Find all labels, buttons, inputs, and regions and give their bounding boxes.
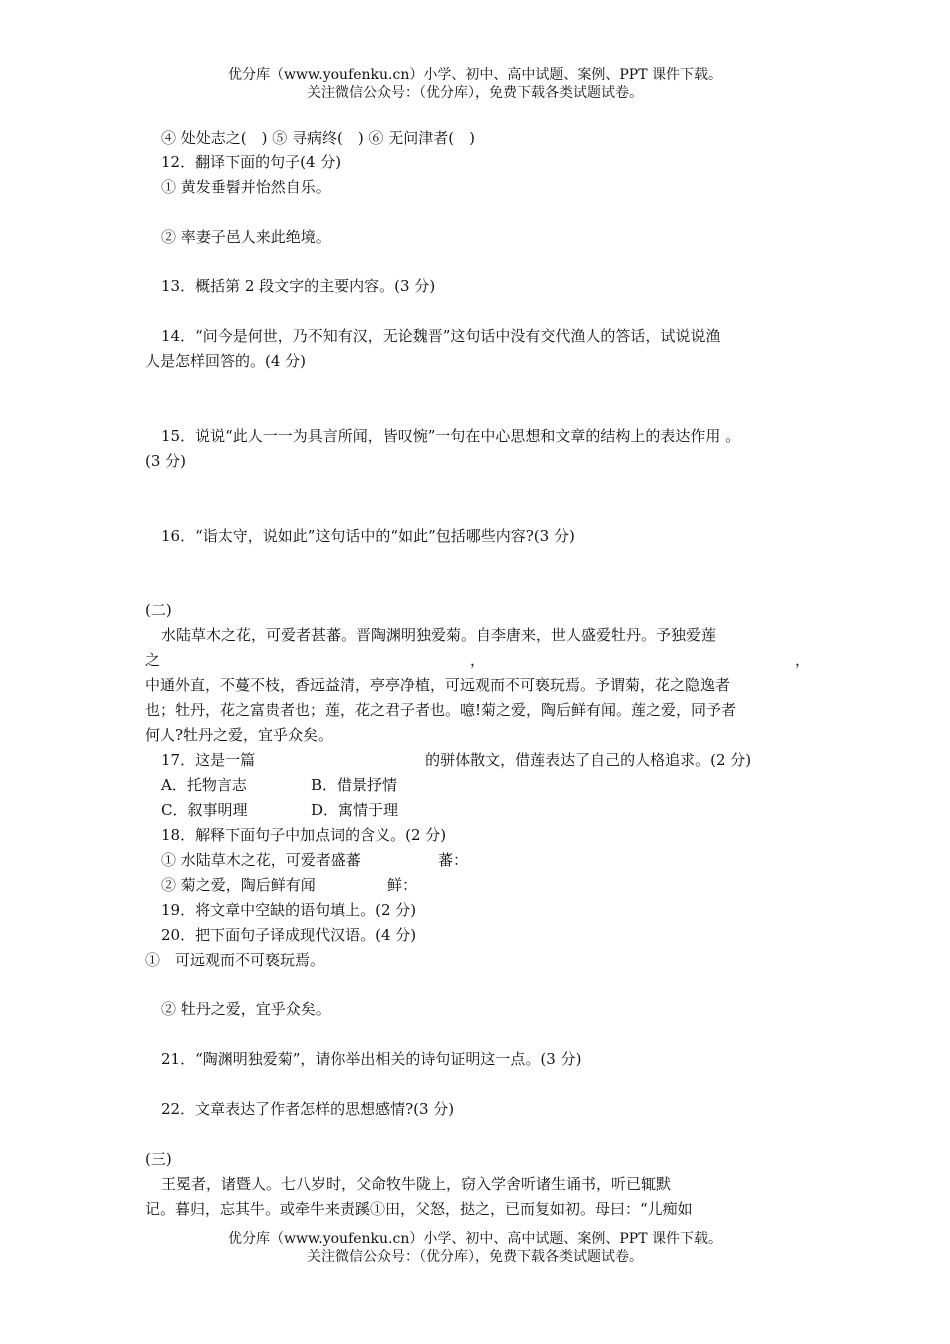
q17-options-row-1 — [161, 775, 397, 795]
passage2-line-3: 中通外直，不蔓不枝，香远益清，亭亭净植，可远观而不可亵玩焉。予谓菊，花之隐逸者 — [145, 676, 731, 694]
header-line-2: 关注微信公众号：（优分库），免费下载各类试题试卷。 — [307, 85, 643, 101]
footer-line-1: 优分库（www.youfenku.cn）小学、初中、高中试题、案例、PPT 课件下载。 — [227, 1231, 722, 1247]
q17-option-c: C．叙事明理 — [161, 801, 248, 819]
q14-prompt-line-1: 14．“问今是何世，乃不知有汉，无论魏晋”这句话中没有交代渔人的答话，试说说渔 — [161, 327, 721, 345]
q21-prompt: 21．“陶渊明独爱菊”，请你举出相关的诗句证明这一点。(3 分) — [161, 1050, 582, 1068]
q12-sentence-1: ① 黄发垂髫并怡然自乐。 — [161, 178, 331, 196]
passage2-line-5: 何人?牡丹之爱，宜乎众矣。 — [145, 726, 334, 744]
part2-heading: (二) — [145, 601, 172, 619]
passage2-line-2-start: 之 — [145, 651, 161, 669]
header-line-1: 优分库（www.youfenku.cn）小学、初中、高中试题、案例、PPT 课件下载。 — [227, 67, 722, 83]
passage2-line-4: 也；牡丹，花之富贵者也；莲，花之君子者也。噫!菊之爱，陶后鲜有闻。莲之爱，同予者 — [145, 701, 737, 719]
q18-word-2: 鲜： — [387, 876, 418, 894]
q15-prompt-line-1: 15．说说“此人一一为具言所闻，皆叹惋”一句在中心思想和文章的结构上的表达作用 。 — [161, 427, 741, 445]
passage2-line-2-blanks — [145, 650, 810, 670]
q12-prompt: 12．翻译下面的句子(4 分) — [161, 153, 342, 171]
q18-prompt: 18．解释下面句子中加点词的含义。(2 分) — [161, 826, 447, 844]
page-footer — [0, 1230, 950, 1266]
q17-option-a: A．托物言志 — [161, 776, 247, 794]
q12-sentence-2: ② 率妻子邑人来此绝境。 — [161, 228, 331, 246]
q17-prompt-end: 的骈体散文，借莲表达了自己的人格追求。(2 分) — [425, 751, 752, 769]
footer-line-2: 关注微信公众号：（优分库），免费下载各类试题试卷。 — [307, 1249, 643, 1265]
q18-sentence-1: ① 水陆草木之花，可爱者盛蕃 — [161, 851, 361, 869]
q17-option-d: D．寓情于理 — [311, 801, 399, 819]
part3-heading: (三) — [145, 1150, 172, 1168]
q17-option-b: B．借景抒情 — [311, 776, 398, 794]
q17-prompt — [161, 750, 751, 770]
q18-word-1: 蕃： — [438, 851, 469, 869]
q16-prompt: 16．“诣太守，说如此”这句话中的“如此”包括哪些内容?(3 分) — [161, 527, 575, 545]
q22-prompt: 22．文章表达了作者怎样的思想感情?(3 分) — [161, 1100, 455, 1118]
q13-prompt: 13．概括第 2 段文字的主要内容。(3 分) — [161, 277, 436, 295]
q15-prompt-line-2: (3 分) — [145, 452, 187, 470]
passage3-line-1: 王冕者，诸暨人。七八岁时，父命牧牛陇上，窃入学舍听诸生诵书，听已辄默 — [161, 1175, 672, 1193]
q20-prompt: 20．把下面句子译成现代汉语。(4 分) — [161, 926, 417, 944]
q14-prompt-line-2: 人是怎样回答的。(4 分) — [145, 352, 307, 370]
q18-item-1 — [161, 850, 468, 870]
passage2-blank-comma-1: ， — [469, 651, 485, 669]
q18-item-2 — [161, 875, 417, 895]
passage2-blank-comma-2: ， — [794, 651, 810, 669]
passage3-line-2: 记。暮归，忘其牛。或牵牛来责蹊①田，父怒，挞之，已而复如初。母曰：“儿痴如 — [145, 1200, 693, 1218]
q11-options-tail: ④ 处处志之( ) ⑤ 寻病终( ) ⑥ 无问津者( ) — [161, 129, 475, 147]
q20-sentence-1: ① 可远观而不可亵玩焉。 — [145, 951, 326, 969]
q20-sentence-2: ② 牡丹之爱，宜乎众矣。 — [161, 1000, 331, 1018]
q18-sentence-2: ② 菊之爱，陶后鲜有闻 — [161, 876, 316, 894]
q17-options-row-2 — [161, 800, 398, 820]
q17-prompt-start: 17．这是一篇 — [161, 751, 256, 769]
q19-prompt: 19．将文章中空缺的语句填上。(2 分) — [161, 901, 417, 919]
passage2-line-1: 水陆草木之花，可爱者甚蕃。晋陶渊明独爱菊。自李唐来，世人盛爱牡丹。予独爱莲 — [161, 626, 717, 644]
page-header — [0, 66, 950, 102]
